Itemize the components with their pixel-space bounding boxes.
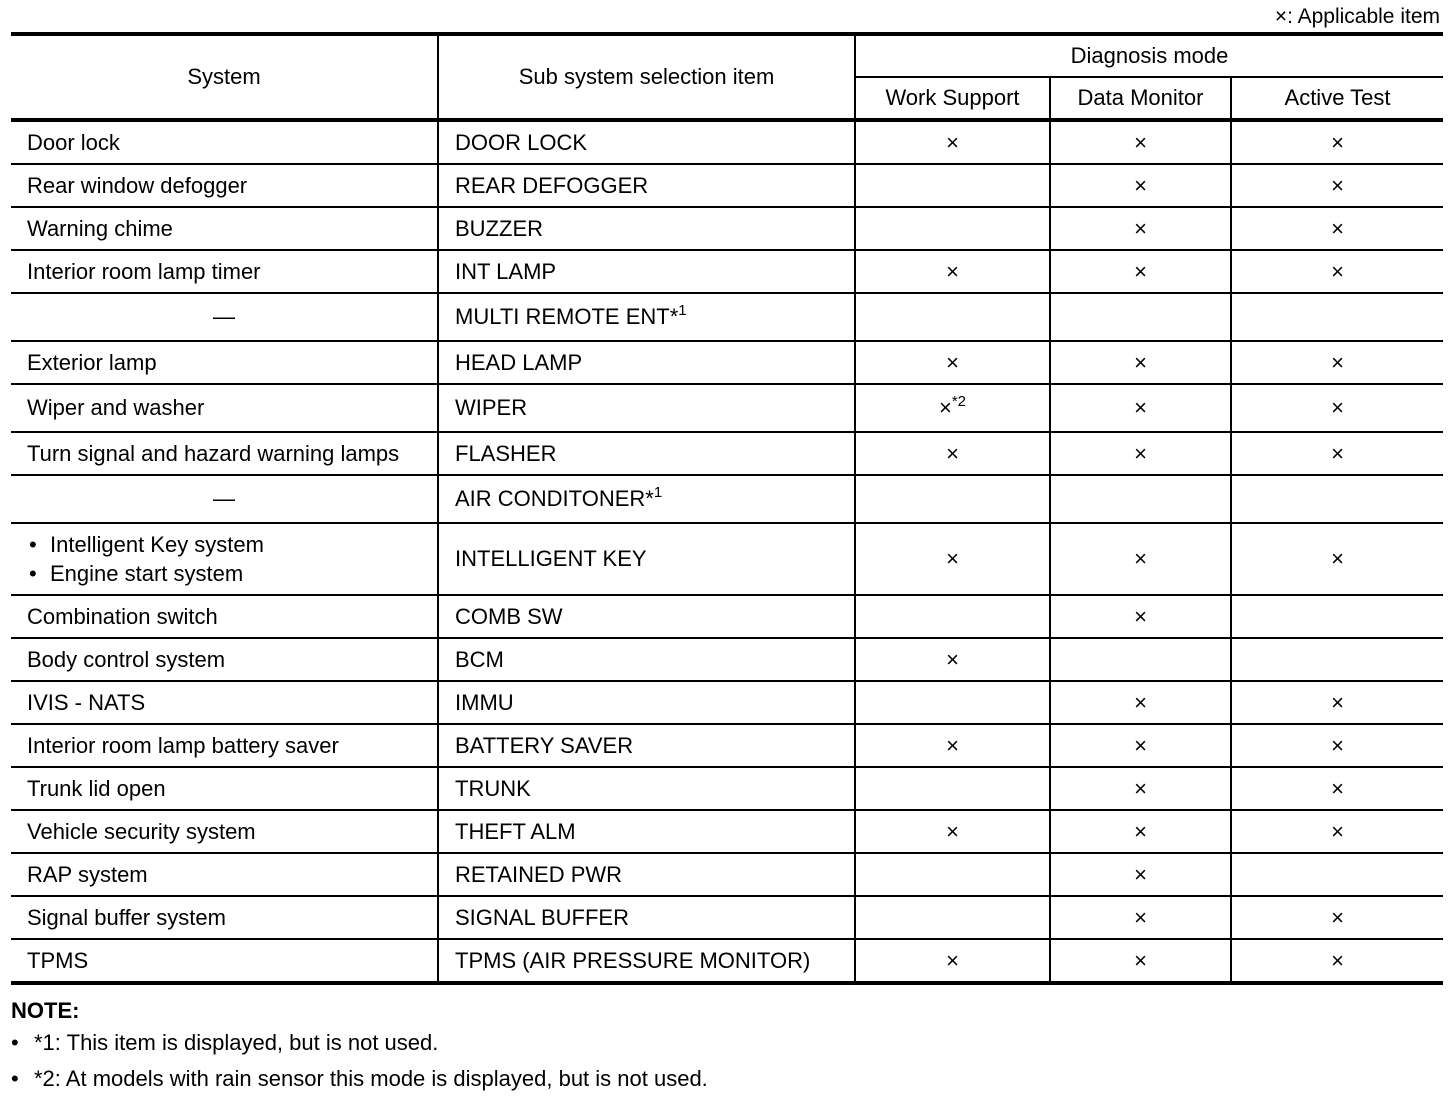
system-list-item: • Engine start system [27,559,437,588]
note-text-2: *2: At models with rain sensor this mode is displayed, but is not used. [34,1066,708,1091]
sub-system-cell [438,767,855,810]
data-monitor-cell [1050,432,1231,475]
system-cell: IVIS - NATS [11,681,438,724]
data-monitor-cell [1050,810,1231,853]
sub-system-cell [438,250,855,293]
work-support-cell [855,475,1050,523]
data-monitor-cell [1050,523,1231,595]
table-row [11,293,1443,341]
applicable-mark: × [1331,775,1344,801]
sub-system-cell [438,164,855,207]
applicable-mark: × [1331,440,1344,466]
system-cell: Signal buffer system [11,896,438,939]
applicable-mark: × [1134,689,1147,715]
applicable-mark: × [946,349,959,375]
diagnosis-mode-table [11,32,1443,985]
sub-system-text: MULTI REMOTE ENT* [455,304,679,329]
active-test-cell [1231,767,1443,810]
sub-system-cell [438,432,855,475]
applicable-mark: × [1331,947,1344,973]
work-support-cell [855,250,1050,293]
footnote-mark: *2 [951,393,967,410]
active-test-cell [1231,120,1443,164]
sub-system-text: INTELLIGENT KEY [455,546,647,571]
system-cell: Rear window defogger [11,164,438,207]
active-test-cell [1231,853,1443,896]
applicable-mark: × [1134,818,1147,844]
sub-system-text: IMMU [455,689,514,715]
active-test-cell [1231,384,1443,432]
work-support-cell [855,896,1050,939]
applicable-mark: × [1134,947,1147,973]
table-row [11,939,1443,983]
table-row [11,475,1443,523]
sub-system-cell [438,681,855,724]
bullet-glyph: • [11,1030,19,1055]
applicable-mark: × [946,947,959,973]
work-support-cell [855,810,1050,853]
header-sub-system: Sub system selection item [438,34,855,120]
work-support-cell [855,853,1050,896]
active-test-cell [1231,638,1443,681]
table-row [11,724,1443,767]
system-cell: — [11,293,438,341]
sub-system-cell [438,638,855,681]
active-test-cell [1231,432,1443,475]
active-test-cell [1231,896,1443,939]
data-monitor-cell [1050,853,1231,896]
sub-system-text: THEFT ALM [455,818,576,844]
system-cell: Interior room lamp battery saver [11,724,438,767]
system-cell: RAP system [11,853,438,896]
table-row [11,810,1443,853]
sub-system-cell [438,595,855,638]
system-cell: Wiper and washer [11,384,438,432]
active-test-cell [1231,810,1443,853]
sub-system-text: BCM [455,646,504,672]
applicable-mark: × [1134,546,1147,571]
system-list [27,530,437,588]
system-cell: Body control system [11,638,438,681]
header-data-monitor: Data Monitor [1050,77,1231,120]
data-monitor-cell [1050,293,1231,341]
sub-system-cell [438,853,855,896]
applicable-mark: × [1134,775,1147,801]
applicable-mark: × [938,395,952,420]
table-row [11,250,1443,293]
applicable-mark: × [1331,904,1344,930]
work-support-cell [855,681,1050,724]
system-cell: Trunk lid open [11,767,438,810]
work-support-cell [855,341,1050,384]
sub-system-text: TRUNK [455,775,531,801]
table-row [11,681,1443,724]
sub-system-text: DOOR LOCK [455,129,588,155]
applicable-mark: × [1134,904,1147,930]
applicable-mark: × [1331,129,1344,155]
notes-title: NOTE: [11,998,80,1023]
data-monitor-cell [1050,120,1231,164]
sub-system-cell [438,523,855,595]
system-cell: Exterior lamp [11,341,438,384]
applicable-mark: × [1331,732,1344,758]
work-support-cell [855,164,1050,207]
table-row [11,341,1443,384]
bullet-glyph: • [11,1066,19,1091]
applicable-mark: × [946,818,959,844]
work-support-cell [855,939,1050,983]
applicable-mark: × [1134,349,1147,375]
table-header [11,34,1443,120]
footnote-mark: 1 [678,302,687,319]
system-cell: Combination switch [11,595,438,638]
sub-system-text: RETAINED PWR [455,861,623,887]
table-row [11,432,1443,475]
sub-system-text: INT LAMP [455,258,557,284]
table-row [11,207,1443,250]
table-row [11,853,1443,896]
applicable-mark: × [1331,689,1344,715]
sub-system-text: SIGNAL BUFFER [455,904,629,930]
work-support-cell [855,724,1050,767]
applicable-mark: × [946,732,959,758]
sub-system-text: AIR CONDITONER* [455,486,654,511]
applicable-mark: × [946,646,959,672]
applicable-mark: × [1134,258,1147,284]
applicable-mark: × [946,258,959,284]
applicable-mark: × [1134,861,1147,887]
active-test-cell [1231,341,1443,384]
system-cell: Interior room lamp timer [11,250,438,293]
sub-system-text: WIPER [455,395,528,420]
active-test-cell [1231,523,1443,595]
sub-system-cell [438,120,855,164]
sub-system-text: BUZZER [455,215,543,241]
applicable-mark: × [1331,395,1344,420]
header-work-support: Work Support [855,77,1050,120]
work-support-cell [855,120,1050,164]
applicable-mark: × [1134,215,1147,241]
applicable-mark: × [1134,129,1147,155]
table-row [11,384,1443,432]
system-list-item: • Intelligent Key system [27,530,437,559]
table-row [11,164,1443,207]
system-cell: Warning chime [11,207,438,250]
system-cell: Turn signal and hazard warning lamps [11,432,438,475]
sub-system-cell [438,384,855,432]
data-monitor-cell [1050,896,1231,939]
table-row [11,595,1443,638]
sub-system-cell [438,896,855,939]
work-support-cell [855,638,1050,681]
active-test-cell [1231,475,1443,523]
system-cell [11,523,438,595]
active-test-cell [1231,595,1443,638]
active-test-cell [1231,724,1443,767]
data-monitor-cell [1050,475,1231,523]
applicable-mark: × [1331,215,1344,241]
data-monitor-cell [1050,767,1231,810]
applicable-mark: × [1134,603,1147,629]
data-monitor-cell [1050,341,1231,384]
table-row [11,638,1443,681]
active-test-cell [1231,293,1443,341]
footnote-mark: 1 [653,484,663,501]
table-row [11,767,1443,810]
work-support-cell [855,767,1050,810]
applicable-mark: × [1331,818,1344,844]
data-monitor-cell [1050,595,1231,638]
applicable-mark: × [1134,440,1147,466]
sub-system-cell [438,724,855,767]
data-monitor-cell [1050,384,1231,432]
system-cell: TPMS [11,939,438,983]
active-test-cell [1231,939,1443,983]
note-item [11,1025,708,1061]
applicable-mark: × [1134,732,1147,758]
work-support-cell [855,595,1050,638]
sub-system-text: HEAD LAMP [455,349,583,375]
applicable-item-legend: ×: Applicable item [1274,5,1440,28]
work-support-cell [855,523,1050,595]
applicable-mark: × [1134,395,1147,420]
system-cell: — [11,475,438,523]
active-test-cell [1231,207,1443,250]
data-monitor-cell [1050,681,1231,724]
sub-system-cell [438,341,855,384]
data-monitor-cell [1050,724,1231,767]
sub-system-cell [438,207,855,250]
note-text-1: *1: This item is displayed, but is not used. [34,1030,439,1055]
sub-system-text: COMB SW [455,603,563,629]
header-active-test: Active Test [1231,77,1443,120]
active-test-cell [1231,164,1443,207]
applicable-mark: × [946,546,959,571]
sub-system-text: TPMS (AIR PRESSURE MONITOR) [455,947,811,973]
note-item [11,1061,708,1097]
applicable-mark: × [1331,349,1344,375]
work-support-cell [855,384,1050,432]
sub-system-text: BATTERY SAVER [455,732,634,758]
table-body [11,120,1443,983]
active-test-cell [1231,250,1443,293]
applicable-mark: × [946,129,959,155]
applicable-mark: × [1331,172,1344,198]
header-diagnosis-mode: Diagnosis mode [855,34,1443,77]
sub-system-cell [438,293,855,341]
table-row [11,523,1443,595]
sub-system-cell [438,475,855,523]
data-monitor-cell [1050,939,1231,983]
header-system: System [11,34,438,120]
applicable-mark: × [1134,172,1147,198]
sub-system-cell [438,810,855,853]
table-row [11,896,1443,939]
system-cell: Vehicle security system [11,810,438,853]
sub-system-text: FLASHER [455,440,557,466]
data-monitor-cell [1050,164,1231,207]
data-monitor-cell [1050,250,1231,293]
applicable-mark: × [1331,546,1344,571]
notes-section [11,997,708,1097]
work-support-cell [855,432,1050,475]
active-test-cell [1231,681,1443,724]
work-support-cell [855,293,1050,341]
system-cell: Door lock [27,129,120,155]
data-monitor-cell [1050,207,1231,250]
data-monitor-cell [1050,638,1231,681]
applicable-mark: × [1331,258,1344,284]
applicable-mark: × [946,440,959,466]
table-row [11,120,1443,164]
sub-system-text: REAR DEFOGGER [455,172,649,198]
work-support-cell [855,207,1050,250]
sub-system-cell [438,939,855,983]
